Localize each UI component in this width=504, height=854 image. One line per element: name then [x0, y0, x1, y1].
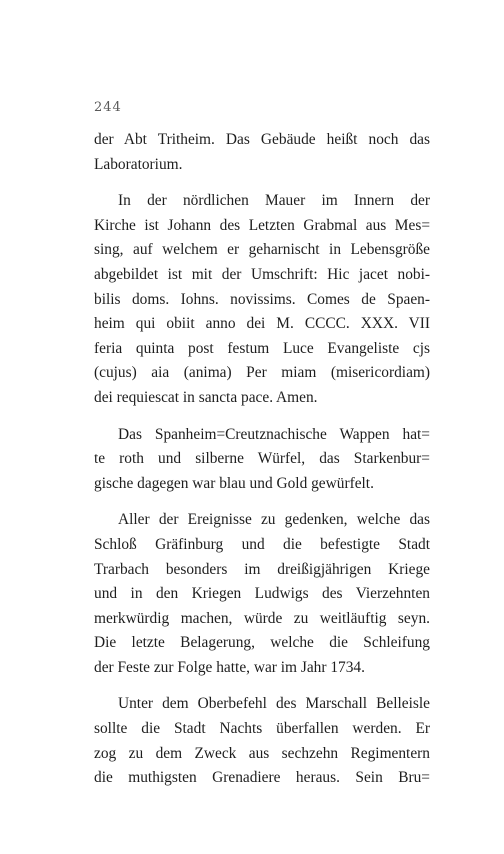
text-line: bilis doms. Iohns. novissims. Comes de Spaen- — [94, 290, 430, 308]
text-line: zog zu dem Zweck aus sechzehn Regimentern — [94, 744, 430, 762]
text-line: (cujus) aia (anima) Per miam (misericordiam) — [94, 364, 430, 382]
text-line: und in den Kriegen Ludwigs des Vierzehnten — [94, 585, 430, 603]
text-line: Laboratorium. — [94, 155, 183, 173]
text-line: Die letzte Belagerung, welche die Schleifung — [94, 634, 430, 652]
text-line: sing, auf welchem er geharnischt in Lebensgröße — [94, 241, 430, 259]
text-line: heim qui obiit anno dei M. CCCC. XXX. VII — [94, 315, 430, 333]
text-line: sollte die Stadt Nachts überfallen werden. Er — [94, 720, 430, 738]
text-line: In der nördlichen Mauer im Innern der — [118, 192, 430, 210]
page-text — [94, 128, 430, 791]
text-line: merkwürdig machen, würde zu weitläuftig seyn. — [94, 609, 430, 627]
text-line: Trarbach besonders im dreißigjährigen Kriege — [94, 560, 430, 578]
paragraph — [94, 692, 430, 790]
paragraph — [94, 508, 430, 680]
text-line: die muthigsten Grenadiere heraus. Sein Bru= — [94, 769, 430, 787]
paragraph — [94, 128, 430, 177]
text-line: der Abt Tritheim. Das Gebäude heißt noch das — [94, 131, 430, 148]
text-line: Aller der Ereignisse zu gedenken, welche das — [118, 511, 430, 529]
text-line: der Feste zur Folge hatte, war im Jahr 1734. — [94, 658, 365, 676]
text-line: feria quinta post festum Luce Evangeliste cjs — [94, 339, 430, 357]
text-line: Das Spanheim=Creutznachische Wappen hat= — [118, 425, 430, 443]
page-number: 244 — [94, 100, 122, 115]
text-line: Unter dem Oberbefehl des Marschall Belleisle — [118, 695, 430, 713]
paragraph — [94, 423, 430, 497]
text-line: te roth und silberne Würfel, das Starkenbur= — [94, 450, 430, 468]
text-line: Kirche ist Johann des Letzten Grabmal aus Mes= — [94, 216, 430, 234]
text-line: dei requiescat in sancta pace. Amen. — [94, 388, 318, 406]
text-line: gische dagegen war blau und Gold gewürfelt. — [94, 474, 374, 492]
text-line: Schloß Gräfinburg und die befestigte Stadt — [94, 535, 430, 553]
paragraph — [94, 189, 430, 410]
text-line: abgebildet ist mit der Umschrift: Hic jacet nobi- — [94, 265, 430, 283]
